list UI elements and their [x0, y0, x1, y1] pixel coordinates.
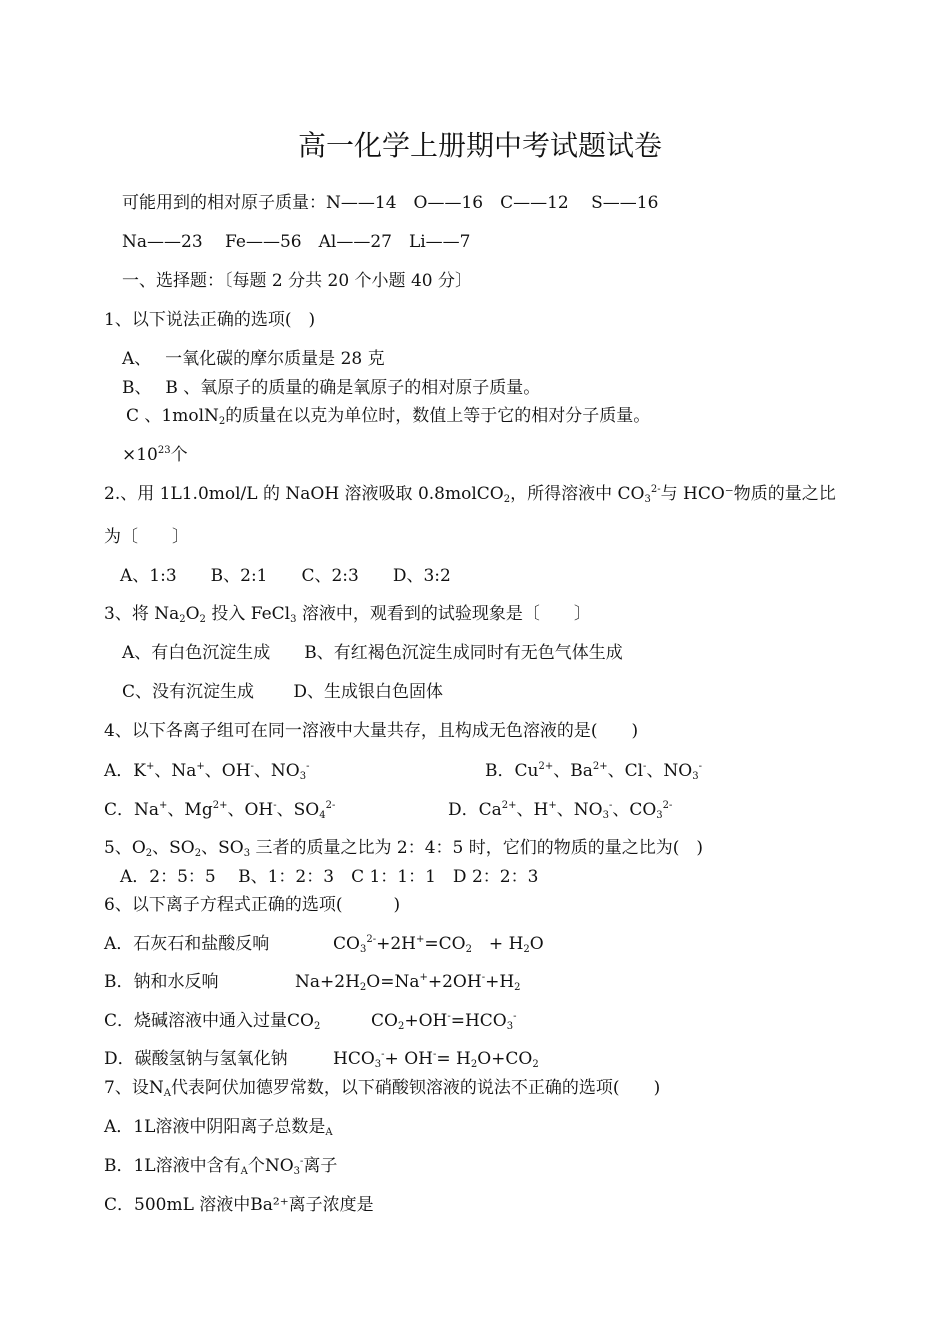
question-5-options: A．2：5：5 B、1：2：3 C 1：1：1 D 2：2：3	[120, 867, 539, 887]
question-6-option-c-equation: $CO_2+OH^-=HCO_3^-$	[371, 1011, 517, 1032]
section-heading: 一、选择题：〔每题 2 分共 20 个小题 40 分〕	[122, 271, 473, 291]
question-6-option-a: A．石灰石和盐酸反响	[104, 934, 270, 954]
question-3-options-ab: A、有白色沉淀生成 B、有红褐色沉淀生成同时有无色气体生成	[122, 643, 623, 663]
question-2-stem-line-2: 为〔 〕	[104, 527, 189, 547]
question-1-stem: 1、以下说法正确的选项( )	[104, 310, 316, 330]
question-3-stem: 3、将 $Na_2O_2$ 投入 FeCl$_3$ 溶液中，观看到的试验现象是〔 〕	[104, 604, 591, 625]
question-6-option-c: C．烧碱溶液中通入过量$CO_2$	[104, 1011, 321, 1032]
question-5-stem: 5、$O_2$、$SO_2$、$SO_3$ 三者的质量之比为 2：4：5 时，它们的物质的量之比为( )	[104, 838, 704, 859]
question-4-option-b: B．$Cu^{2+}$、$Ba^{2+}$、Cl-、$NO_3^-$	[485, 761, 703, 782]
question-6-option-b-equation: $Na+2H_2O=Na^++2OH^-+H_2$	[295, 972, 521, 993]
question-1-option-c: C 、1molN$_2$的质量在以克为单位时，数值上等于它的相对分子质量。	[126, 406, 651, 427]
question-4-stem: 4、以下各离子组可在同一溶液中大量共存，且构成无色溶液的是( )	[104, 721, 639, 741]
question-3-options-cd: C、没有沉淀生成 D、生成银白色固体	[122, 682, 444, 702]
question-7-option-a: A．1L溶液中阴阳离子总数是$_A$	[104, 1117, 333, 1138]
question-2-options: A、1:3 B、2:1 C、2:3 D、3:2	[120, 566, 451, 586]
page-title: 高一化学上册期中考试题试卷	[298, 129, 663, 162]
question-2-stem-line-1: 2.、用 1L1.0mol/L 的 NaOH 溶液吸取 0.8molCO$_2$，所得溶液中 $CO_3^{2-}$与 HCO⁻物质的量之比	[104, 484, 836, 505]
question-7-option-c: C．500mL 溶液中Ba²⁺离子浓度是	[104, 1195, 374, 1215]
question-1-option-a: A、 一氧化碳的摩尔质量是 28 克	[122, 349, 385, 369]
question-1-option-d: $\times 10^{23}$个	[122, 445, 188, 465]
question-6-stem: 6、以下离子方程式正确的选项( )	[104, 895, 401, 915]
question-7-stem: 7、设$N_A$代表阿伏加德罗常数，以下硝酸钡溶液的说法不正确的选项( )	[104, 1078, 661, 1099]
question-6-option-d-equation: $HCO_3^-+ OH^-= H_2O+CO_2$	[333, 1049, 539, 1070]
question-6-option-a-equation: $CO_3^{2-}+2H^+=CO_2$ + $H_2O$	[333, 934, 544, 955]
atomic-masses-line-1: 可能用到的相对原子质量：N——14 O——16 C——12 S——16	[122, 193, 659, 213]
question-6-option-b: B．钠和水反响	[104, 972, 219, 992]
atomic-masses-line-2: Na——23 Fe——56 Al——27 Li——7	[122, 232, 471, 252]
question-4-option-d: D．$Ca^{2+}$、H+、$NO_3^-$、$CO_3^{2-}$	[448, 800, 673, 821]
question-4-option-c: C．Na+、$Mg^{2+}$、OH-、$SO_4^{2-}$	[104, 800, 336, 821]
question-1-option-b: B、 B 、氧原子的质量的确是氧原子的相对原子质量。	[122, 378, 541, 398]
question-4-option-a: A．K+、Na+、OH-、$NO_3^-$	[104, 761, 310, 782]
question-6-option-d: D．碳酸氢钠与氢氧化钠	[104, 1049, 288, 1069]
question-7-option-b: B．1L溶液中含有$_A$个$NO_3^-$离子	[104, 1156, 338, 1177]
